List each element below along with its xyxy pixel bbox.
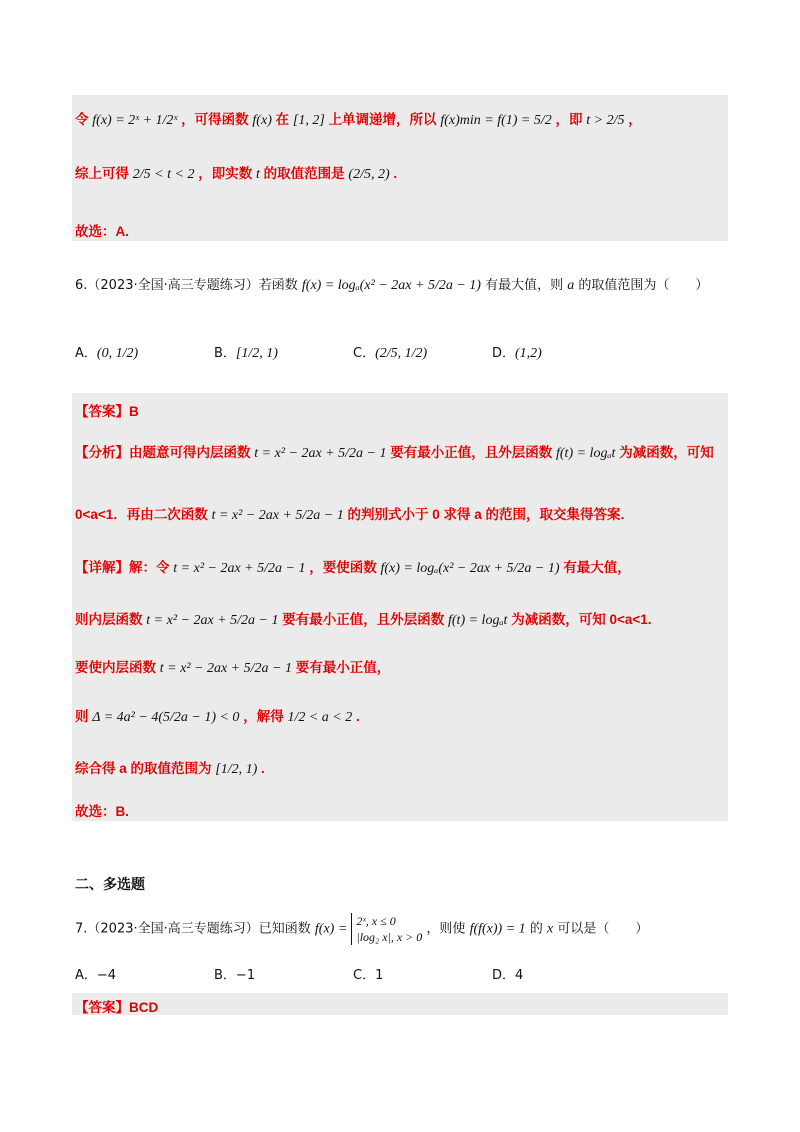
q7-option-d: D．4 [492, 968, 524, 983]
math: f(t) = logₐt [448, 613, 508, 628]
detail-line-4: 则 Δ = 4a² − 4(5/2a − 1) < 0 ，解得 1/2 < a < 2 . [75, 709, 360, 725]
analysis-line-2: 0<a<1．再由二次函数 t = x² − 2ax + 5/2a − 1 的判别式小于 0 求得 a 的范围，取交集得答案． [75, 507, 635, 523]
solution-line-2: 综上可得 2/5 < t < 2 ，即实数 t 的取值范围是 (2/5, 2) . [75, 166, 398, 182]
q6-option-a: A．(0, 1/2) [75, 346, 139, 361]
math: f(x) [252, 113, 272, 128]
math: 2/5 < t < 2 [132, 167, 195, 182]
math: a [567, 278, 575, 293]
math: f(x) = logₐ(x² − 2ax + 5/2a − 1) [301, 278, 481, 293]
math: t [255, 167, 260, 182]
solution-line-1: 令 f(x) = 2ˣ + 1/2ˣ ，可得函数 f(x) 在 [1, 2] 上单调递增，所以 f(x)min = f(1) = 5/2 ，即 t > 2/5 ， [75, 112, 642, 128]
detail-line-1: 【详解】解：令 t = x² − 2ax + 5/2a − 1 ，要使函数 f(x) = logₐ(x² − 2ax + 5/2a − 1) 有最大值， [75, 560, 631, 576]
section-title: 二、多选题 [75, 876, 145, 892]
question-7: 7.（2023·全国·高三专题练习）已知函数 f(x) = 2ˣ, x ≤ 0 |log₂ x|, x > 0 ，则使 f(f(x)) = 1 的 x 可以是（ ） [75, 914, 649, 944]
q7-option-a: A．−4 [75, 968, 117, 983]
piecewise: 2ˣ, x ≤ 0 |log₂ x|, x > 0 [351, 913, 422, 945]
answer-line-2: 故选：B. [75, 804, 129, 819]
math: f(t) = logₐt [556, 446, 616, 461]
q6-option-d: D．(1,2) [492, 346, 542, 361]
analysis-line-1: 【分析】由题意可得内层函数 t = x² − 2ax + 5/2a − 1 要有最小正值，且外层函数 f(t) = logₐt 为减函数，可知 [75, 445, 714, 461]
math: x [546, 921, 554, 937]
answer-tag-6: 【答案】B [75, 404, 139, 419]
math: Δ = 4a² − 4(5/2a − 1) < 0 [92, 710, 240, 725]
math: [1/2, 1) [215, 762, 258, 777]
math: f(x)min = f(1) = 5/2 [440, 113, 552, 128]
math: t = x² − 2ax + 5/2a − 1 [211, 508, 344, 523]
q6-option-c: C．(2/5, 1/2) [353, 346, 428, 361]
math: f(f(x)) = 1 [469, 921, 526, 937]
math: [1, 2] [292, 113, 325, 128]
math: t = x² − 2ax + 5/2a − 1 [173, 561, 306, 576]
solution-block-3 [72, 993, 728, 1015]
math: t = x² − 2ax + 5/2a − 1 [159, 661, 292, 676]
math: (2/5, 2) [348, 167, 390, 182]
detail-line-3: 要使内层函数 t = x² − 2ax + 5/2a − 1 要有最小正值， [75, 660, 391, 676]
math: t = x² − 2ax + 5/2a − 1 [254, 446, 387, 461]
math: f(x) = logₐ(x² − 2ax + 5/2a − 1) [380, 561, 560, 576]
answer-line-1: 故选：A. [75, 224, 129, 239]
math: f(x) = 2ˣ + 1/2ˣ [92, 113, 178, 128]
detail-line-5: 综合得 a 的取值范围为 [1/2, 1) . [75, 761, 265, 777]
q6-option-b: B．[1/2, 1) [214, 346, 278, 361]
q7-option-b: B．−1 [214, 968, 256, 983]
math: 1/2 < a < 2 [287, 710, 353, 725]
answer-tag-7: 【答案】BCD [75, 1000, 159, 1015]
q7-option-c: C．1 [353, 968, 384, 983]
math: f(x) = [314, 921, 348, 937]
question-6: 6.（2023·全国·高三专题练习）若函数 f(x) = logₐ(x² − 2ax + 5/2a − 1) 有最大值，则 a 的取值范围为（ ） [75, 278, 709, 293]
math: t = x² − 2ax + 5/2a − 1 [146, 613, 279, 628]
math: t > 2/5 [586, 113, 625, 128]
detail-line-2: 则内层函数 t = x² − 2ax + 5/2a − 1 要有最小正值，且外层函数 f(t) = logₐt 为减函数，可知 0<a<1. [75, 612, 652, 628]
